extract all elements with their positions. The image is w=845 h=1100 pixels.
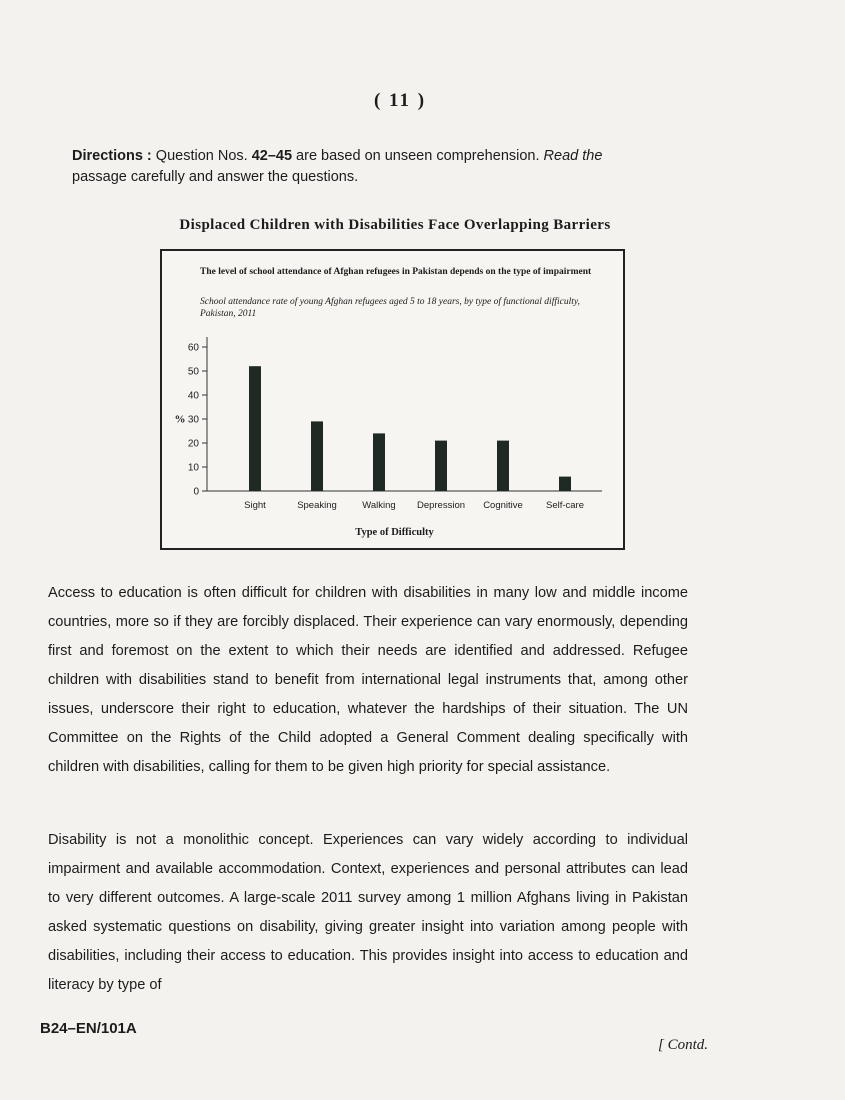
category-label: Speaking (297, 500, 337, 511)
y-tick-label: 20 (187, 438, 199, 450)
y-tick-label: 40 (187, 390, 199, 402)
continued-marker: [ Contd. (658, 1037, 709, 1053)
directions-range: 42–45 (251, 148, 293, 164)
category-label: Depression (416, 500, 466, 511)
y-tick-label: 0 (193, 486, 199, 498)
passage-paragraph-1: Access to education is often difficult for children with disabilities in many low and middle income countries, more so if they are forcibly displaced. Their experience can vary enormously, depending first and foremost on the extent to which their needs are identified and addressed. Refugee children with disabilities stand to benefit from international legal instruments that, among other issues, underscore their right to education, whatever the hardships of their situation. The UN Committee on the Rights of the Child adopted a General Comment dealing specifically with children with disabilities, calling for them to be given high priority for special assistance. (48, 585, 688, 775)
bar-sight (249, 366, 261, 491)
category-label: Self-care (545, 500, 585, 511)
passage-heading: Displaced Children with Disabilities Face Overlapping Barriers (179, 217, 611, 233)
bar-speaking (311, 421, 323, 491)
x-axis-title: Type of Difficulty (355, 527, 434, 538)
y-tick-label: 30 (187, 414, 199, 426)
paper-code: B24–EN/101A (40, 1020, 137, 1037)
y-tick-label: 10 (187, 462, 199, 474)
directions-line2: passage carefully and answer the questions. (72, 169, 359, 185)
chart-subtitle: School attendance rate of young Afghan refugees aged 5 to 18 years, by type of functional difficulty, Pakistan, 2011 (200, 297, 580, 319)
directions (72, 146, 692, 188)
category-label: Cognitive (483, 500, 523, 511)
bar-chart (162, 251, 623, 548)
directions-italic: Read the (543, 148, 603, 164)
chart-figure (160, 249, 625, 550)
page-number: ( 11 ) (373, 90, 427, 111)
bar-walking (373, 433, 385, 491)
y-tick-label: 60 (187, 342, 199, 354)
y-tick-label: 50 (187, 366, 199, 378)
bar-depression (435, 441, 447, 491)
passage-paragraph-2: Disability is not a monolithic concept. Experiences can vary widely according to individual impairment and available accommodation. Context, experiences and personal attributes can lead to very different outcomes. A large-scale 2011 survey among 1 million Afghans living in Pakistan asked systematic questions on disability, giving greater insight into variation among people with disabilities, including their access to education. This provides insight into access to education and literacy by type of (48, 832, 688, 993)
bar-cognitive (497, 441, 509, 491)
category-label: Walking (362, 500, 396, 511)
bar-self-care (559, 477, 571, 491)
directions-label: Directions : (72, 148, 152, 164)
chart-title: The level of school attendance of Afghan refugees in Pakistan depends on the type of impairment (200, 267, 592, 277)
directions-text-before: Question Nos. (151, 148, 252, 164)
category-label: Sight (244, 500, 266, 511)
directions-text-after: are based on unseen comprehension. (292, 148, 544, 164)
y-axis-label: % (174, 413, 186, 426)
